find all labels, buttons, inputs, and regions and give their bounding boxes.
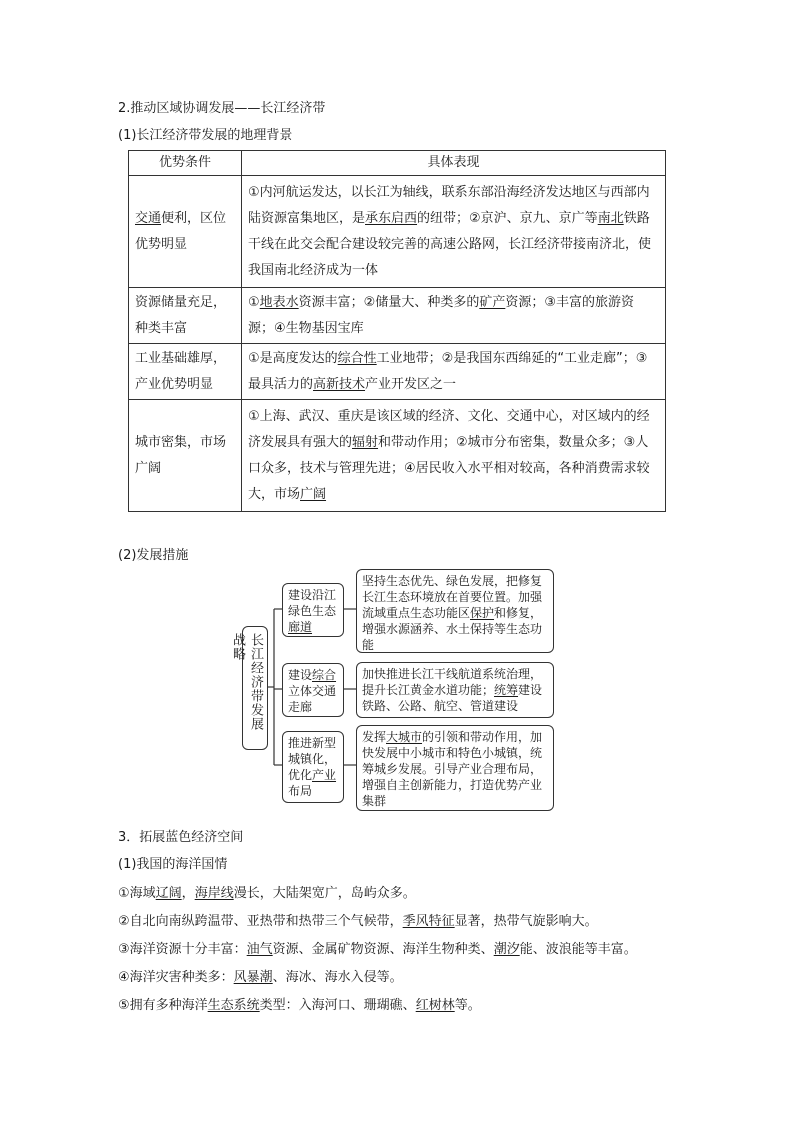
diagram-root: 长江经济带发展战略: [242, 626, 268, 750]
text-segment: 资源；③丰富的旅游资源；④生物基因宝库: [248, 294, 634, 336]
text-segment: ①海域: [118, 886, 156, 901]
list-item: [118, 936, 678, 964]
text-segment: 城市密集，市场广阔: [135, 434, 227, 476]
text-segment: 便利，区位优势明显: [135, 210, 227, 252]
background-subheading: (1)长江经济带发展的地理背景: [118, 128, 293, 143]
underlined-text: 生态系统: [207, 998, 260, 1013]
underlined-text: 大城市: [386, 730, 423, 744]
diagram-branch-label: [282, 583, 344, 637]
underlined-text: 承东启西: [365, 210, 418, 226]
text-segment: 资源储量充足，种类丰富: [135, 294, 227, 336]
text-segment: ①内河航运发达，以长江为轴线，联系东部沿海经济发达地区与西部内陆资源富集地区，是: [248, 184, 650, 226]
underlined-text: 交通: [135, 210, 162, 226]
text-segment: ④海洋灾害种类多：: [118, 970, 234, 985]
text-segment: 推进新型城镇化，优化: [288, 736, 337, 782]
text-segment: 类型：入海河口、珊瑚礁、: [259, 998, 416, 1013]
text-segment: 铁路干线在此交会配合建设较完善的高速公路网，长江经济带接南济北，使我国南北经济成为一体: [248, 210, 652, 278]
text-segment: 等。: [454, 998, 481, 1013]
text-segment: 工业地带；②是我国东西绵延的“工业走廊”；③最具活力的: [248, 350, 648, 392]
table-header-details: 具体表现: [242, 151, 666, 176]
underlined-text: 辐射: [352, 434, 379, 450]
text-segment: 、海冰、海水入侵等。: [272, 970, 403, 985]
text-segment: 建设铁路、公路、航空、管道建设: [362, 683, 543, 713]
text-segment: ⑤拥有多种海洋: [118, 998, 208, 1013]
text-segment: 漫长，大陆架宽广，岛屿众多。: [233, 886, 416, 901]
underlined-text: 海岸线: [194, 886, 234, 901]
text-segment: 的引领和带动作用，加快发展中小城市和特色小城镇，统筹城乡发展。引导产业合理布局，增强自主创新能力，打造优势产业集群: [362, 730, 543, 808]
text-segment: ②自北向南纵跨温带、亚热带和热带三个气候带，: [118, 914, 403, 929]
underlined-text: 高新技术: [313, 376, 366, 392]
ocean-facts-list: [118, 880, 678, 1020]
text-segment: ③海洋资源十分丰富：: [118, 942, 247, 957]
underlined-text: 广阔: [300, 486, 327, 502]
text-segment: ①上海、武汉、重庆是该区域的经济、文化、交通中心，对区域内的经济发展具有强大的: [248, 408, 650, 450]
underlined-text: 南北: [597, 210, 624, 226]
list-item: [118, 992, 678, 1020]
text-segment: 和带动作用；②城市分布密集，数量众多；③人口众多，技术与管理先进；④居民收入水平相对较高，各种消费需求较大，市场: [248, 434, 650, 502]
underlined-text: 地表水: [259, 294, 299, 310]
underlined-text: 红树林: [415, 998, 455, 1013]
underlined-text: 季风特征: [402, 914, 455, 929]
text-segment: 工业基础雄厚，产业优势明显: [135, 350, 227, 392]
text-segment: 资源丰富；②储量大、种类多的: [298, 294, 480, 310]
text-segment: ，: [181, 886, 195, 901]
diagram-branch-detail: [356, 725, 554, 811]
list-item: [118, 908, 678, 936]
section-3-title: 3．拓展蓝色经济空间: [118, 830, 244, 845]
underlined-text: 统筹: [494, 683, 519, 697]
ocean-subheading: (1)我国的海洋国情: [118, 857, 228, 872]
text-segment: 发挥: [362, 730, 387, 744]
text-segment: 产业开发区之一: [365, 376, 457, 392]
text-segment: 加快推进长江干线航道系统治理，提升长江黄金水道功能；: [362, 667, 543, 697]
measures-subheading: (2)发展措施: [118, 548, 189, 563]
list-item: [118, 964, 678, 992]
underlined-text: 风暴潮: [233, 970, 273, 985]
text-segment: ①: [248, 294, 260, 310]
text-segment: 和修复，增强水源涵养、水土保持等生态功能: [362, 606, 543, 652]
underlined-text: 综合性: [337, 350, 377, 366]
table-header-conditions: 优势条件: [129, 151, 242, 176]
underlined-text: 综合: [312, 668, 337, 682]
text-segment: 立体交通走廊: [288, 684, 337, 714]
text-segment: 显著，热带气旋影响大。: [454, 914, 598, 929]
text-segment: 能、波浪能等丰富。: [519, 942, 637, 957]
underlined-text: 产业: [312, 768, 337, 782]
underlined-text: 辽阔: [155, 886, 182, 901]
diagram-branch-detail: [356, 662, 554, 718]
diagram-branch-detail: [356, 569, 554, 653]
text-segment: 建设: [288, 668, 313, 682]
text-segment: 建设沿江绿色生态: [288, 588, 337, 618]
text-segment: 坚持生态优先、绿色发展，把修复长江生态环境放在首要位置。加强流域重点生态功能区: [362, 574, 543, 620]
underlined-text: 矿产: [479, 294, 506, 310]
underlined-text: 潮汐: [493, 942, 520, 957]
list-item: [118, 880, 678, 908]
text-segment: 布局: [288, 784, 313, 798]
text-segment: 资源、金属矿物资源、海洋生物种类、: [272, 942, 494, 957]
diagram-branch-label: [282, 663, 344, 717]
text-segment: ①是高度发达的: [248, 350, 338, 366]
underlined-text: 保护: [470, 606, 495, 620]
section-2-title: 2.推动区域协调发展——长江经济带: [118, 101, 326, 116]
underlined-text: 油气: [246, 942, 273, 957]
diagram-branch-label: [282, 731, 344, 803]
text-segment: 的纽带；②京沪、京九、京广等: [417, 210, 598, 226]
underlined-text: 廊道: [288, 620, 313, 634]
